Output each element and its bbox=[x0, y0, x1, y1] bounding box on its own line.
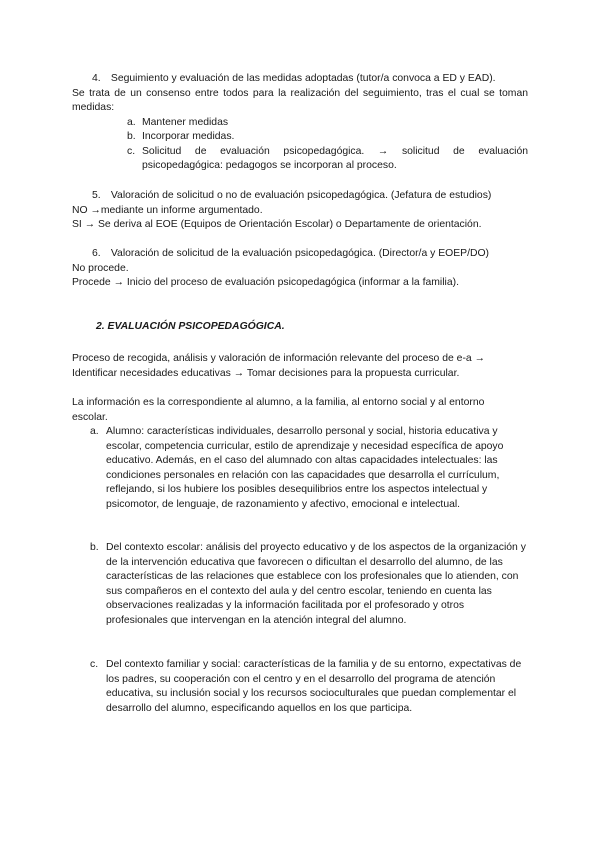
section-6-line: Procede → Inicio del proceso de evaluación psicopedagógica (informar a la familia). bbox=[72, 277, 459, 288]
section-6 bbox=[72, 247, 528, 291]
definition-block bbox=[72, 352, 528, 381]
measure-label: c. bbox=[127, 145, 136, 157]
info-item-label: b. bbox=[90, 542, 99, 553]
section-4-title: Seguimiento y evaluación de las medidas adoptadas (tutor/a convoca a ED y EAD). bbox=[110, 73, 496, 84]
info-item bbox=[72, 658, 528, 716]
measure-item bbox=[72, 116, 528, 131]
info-item-text: Alumno: características individuales, desarrollo personal y social, historia educativa y escolar, competencia curricular, estilo de aprendizaje y necesidad específica de apoyo educativo. Además, en el caso del alumnado con altas capacidades intelectuales: las condiciones personales en relación con las capacidades que desarrolla el currículum, reflejando, si los hubiere los posibles desequilibrios entre los aspectos intelectual y psicomotor, de lenguaje, de razonamiento y afectivo, emocional e intelectual. bbox=[106, 426, 504, 510]
measure-item bbox=[72, 130, 528, 145]
info-item-text: Del contexto familiar y social: características de la familia y de su entorno, expectativas de los padres, su cooperación con el centro y en el desarrollo del programa de atención educativa, su inclusión social y los recursos socioculturales que puedan complementar el desarrollo del alumno, especificando aquellos en los que participa. bbox=[106, 659, 522, 714]
section-6-number: 6. bbox=[92, 248, 101, 259]
section-4-title-line bbox=[72, 72, 528, 87]
section-5-title-line bbox=[72, 189, 528, 204]
measure-label: b. bbox=[127, 131, 136, 142]
heading-block bbox=[72, 320, 528, 335]
section-5-line: SI → Se deriva al EOE (Equipos de Orientación Escolar) o Departamente de orientación. bbox=[72, 219, 482, 230]
info-item bbox=[72, 425, 528, 512]
section-6-line: No procede. bbox=[72, 262, 129, 274]
info-block-b bbox=[72, 541, 528, 628]
section-4-number: 4. bbox=[92, 73, 101, 84]
measures-list bbox=[72, 116, 528, 174]
measure-text: Incorporar medidas. bbox=[142, 131, 235, 142]
section-6-title: Valoración de solicitud de la evaluación psicopedagógica. (Director/a y EOEP/DO) bbox=[110, 248, 489, 259]
section-5-line: NO →mediante un informe argumentado. bbox=[72, 204, 263, 216]
section-5-title: Valoración de solicitud o no de evaluación psicopedagógica. (Jefatura de estudios) bbox=[110, 190, 492, 201]
section-5-number: 5. bbox=[92, 190, 101, 201]
section-6-title-line bbox=[72, 247, 528, 262]
section-heading: 2. EVALUACIÓN PSICOPEDAGÓGICA. bbox=[96, 321, 285, 332]
measure-label: a. bbox=[127, 116, 136, 128]
info-block bbox=[72, 396, 528, 512]
measure-text: Solicitud de evaluación psicopedagógica. → solicitud de evaluación psicopedagógica: pedagogos se incorporan al proceso. bbox=[142, 145, 528, 171]
info-block-c bbox=[72, 658, 528, 716]
definition-text: Proceso de recogida, análisis y valoración de información relevante del proceso de e-a → Identificar necesidades educativas → Tomar decisiones para la propuesta curricular. bbox=[72, 353, 485, 379]
measure-text: Mantener medidas bbox=[142, 116, 229, 128]
info-item-text: Del contexto escolar: análisis del proyecto educativo y de los aspectos de la organización y de la intervención educativa que favorecen o dificultan el desarrollo del alumno, de las características de las relaciones que establece con los profesionales que lo atienden, con sus compañeros en el contexto del aula y del centro escolar, teniendo en cuenta las observaciones realizadas y la información facilitada por el profesorado y otros profesionales que intervengan en la atención integral del alumno. bbox=[106, 542, 526, 626]
section-4 bbox=[72, 72, 528, 174]
measure-item bbox=[72, 145, 528, 174]
info-intro: La información es la correspondiente al alumno, a la familia, al entorno social y al entorno escolar. bbox=[72, 397, 485, 423]
section-5 bbox=[72, 189, 528, 233]
info-item bbox=[72, 541, 528, 628]
info-item-label: c. bbox=[90, 659, 99, 670]
section-4-description: Se trata de un consenso entre todos para la realización del seguimiento, tras el cual se toman medidas: bbox=[72, 87, 528, 113]
info-item-label: a. bbox=[90, 426, 99, 437]
